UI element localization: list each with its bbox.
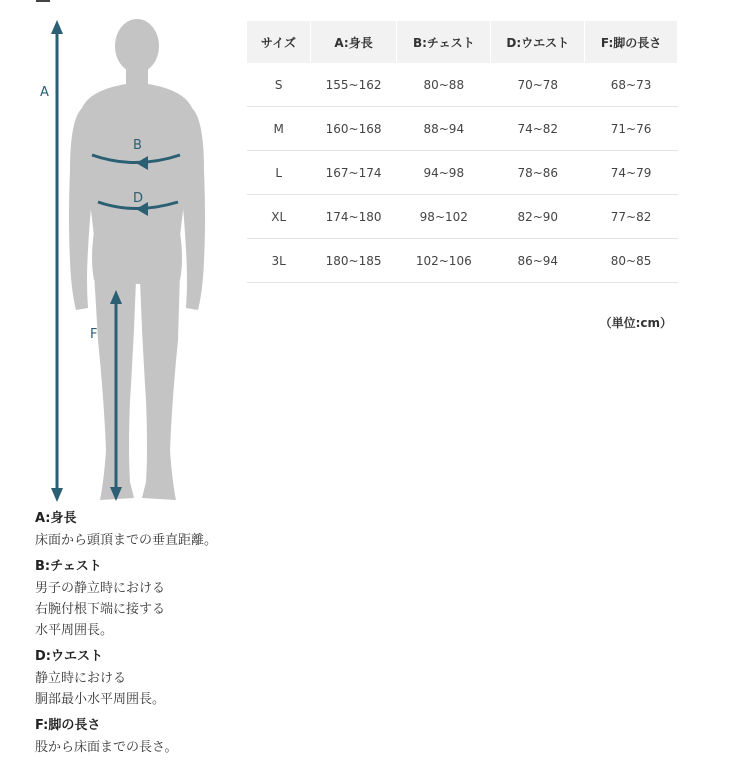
legend-title: F:脚の長さ [35, 718, 101, 733]
legend-text: 胴部最小水平周囲長。 [35, 692, 166, 707]
table-cell: 78~86 [491, 151, 585, 195]
table-row [247, 107, 678, 151]
silhouette-head [115, 19, 159, 73]
table-cell: 102~106 [397, 239, 491, 283]
label-a: A [40, 85, 49, 100]
table-cell: 86~94 [491, 239, 585, 283]
legend-waist [35, 646, 335, 710]
legend-text: 床面から頭頂までの垂直距離。 [35, 533, 218, 548]
table-cell: 80~85 [585, 239, 678, 283]
measurement-legend [35, 508, 335, 763]
table-row [247, 239, 678, 283]
body-measurement-figure [30, 10, 220, 510]
legend-text: 静立時における [35, 671, 127, 686]
height-arrow-top-head [51, 20, 63, 34]
table-cell: 74~79 [585, 151, 678, 195]
table-row [247, 63, 678, 107]
table-header-row [247, 21, 678, 63]
legend-text: 股から床面までの長さ。 [35, 740, 178, 755]
size-table [247, 21, 678, 283]
table-cell: 71~76 [585, 107, 678, 151]
header-chest: B:チェスト [397, 21, 491, 63]
table-cell: 160~168 [310, 107, 396, 151]
table-cell: XL [247, 195, 310, 239]
table-cell: 174~180 [310, 195, 396, 239]
table-cell: 77~82 [585, 195, 678, 239]
table-row [247, 151, 678, 195]
table-cell: 70~78 [491, 63, 585, 107]
header-waist: D:ウエスト [491, 21, 585, 63]
table-cell: 68~73 [585, 63, 678, 107]
label-d: D [133, 191, 144, 206]
header-size: サイズ [247, 21, 310, 63]
table-cell: 74~82 [491, 107, 585, 151]
table-cell: 94~98 [397, 151, 491, 195]
table-cell: 80~88 [397, 63, 491, 107]
legend-chest [35, 556, 335, 641]
table-cell: L [247, 151, 310, 195]
height-arrow-bottom-head [51, 488, 63, 502]
legend-leg-length [35, 715, 335, 758]
table-cell: 98~102 [397, 195, 491, 239]
table-row [247, 195, 678, 239]
body-silhouette-diagram [30, 10, 220, 510]
label-b: B [133, 138, 142, 153]
table-cell: 82~90 [491, 195, 585, 239]
table-cell: 180~185 [310, 239, 396, 283]
legend-text: 右腕付根下端に接する [35, 602, 166, 617]
legend-title: B:チェスト [35, 559, 102, 574]
unit-note: （単位:cm） [599, 316, 672, 330]
header-height: A:身長 [310, 21, 396, 63]
silhouette-torso [82, 84, 192, 236]
legend-text: 男子の静立時における [35, 581, 166, 596]
header-leg-length: F:脚の長さ [585, 21, 678, 63]
legend-title: D:ウエスト [35, 649, 103, 664]
top-divider [36, 0, 50, 2]
table-cell: M [247, 107, 310, 151]
legend-text: 水平周囲長。 [35, 623, 114, 638]
table-cell: S [247, 63, 310, 107]
label-f: F [90, 327, 98, 342]
table-cell: 3L [247, 239, 310, 283]
legend-height [35, 508, 335, 551]
table-cell: 88~94 [397, 107, 491, 151]
silhouette-right-leg [140, 272, 180, 500]
human-silhouette [69, 19, 205, 500]
table-cell: 167~174 [310, 151, 396, 195]
legend-title: A:身長 [35, 511, 77, 526]
table-cell: 155~162 [310, 63, 396, 107]
